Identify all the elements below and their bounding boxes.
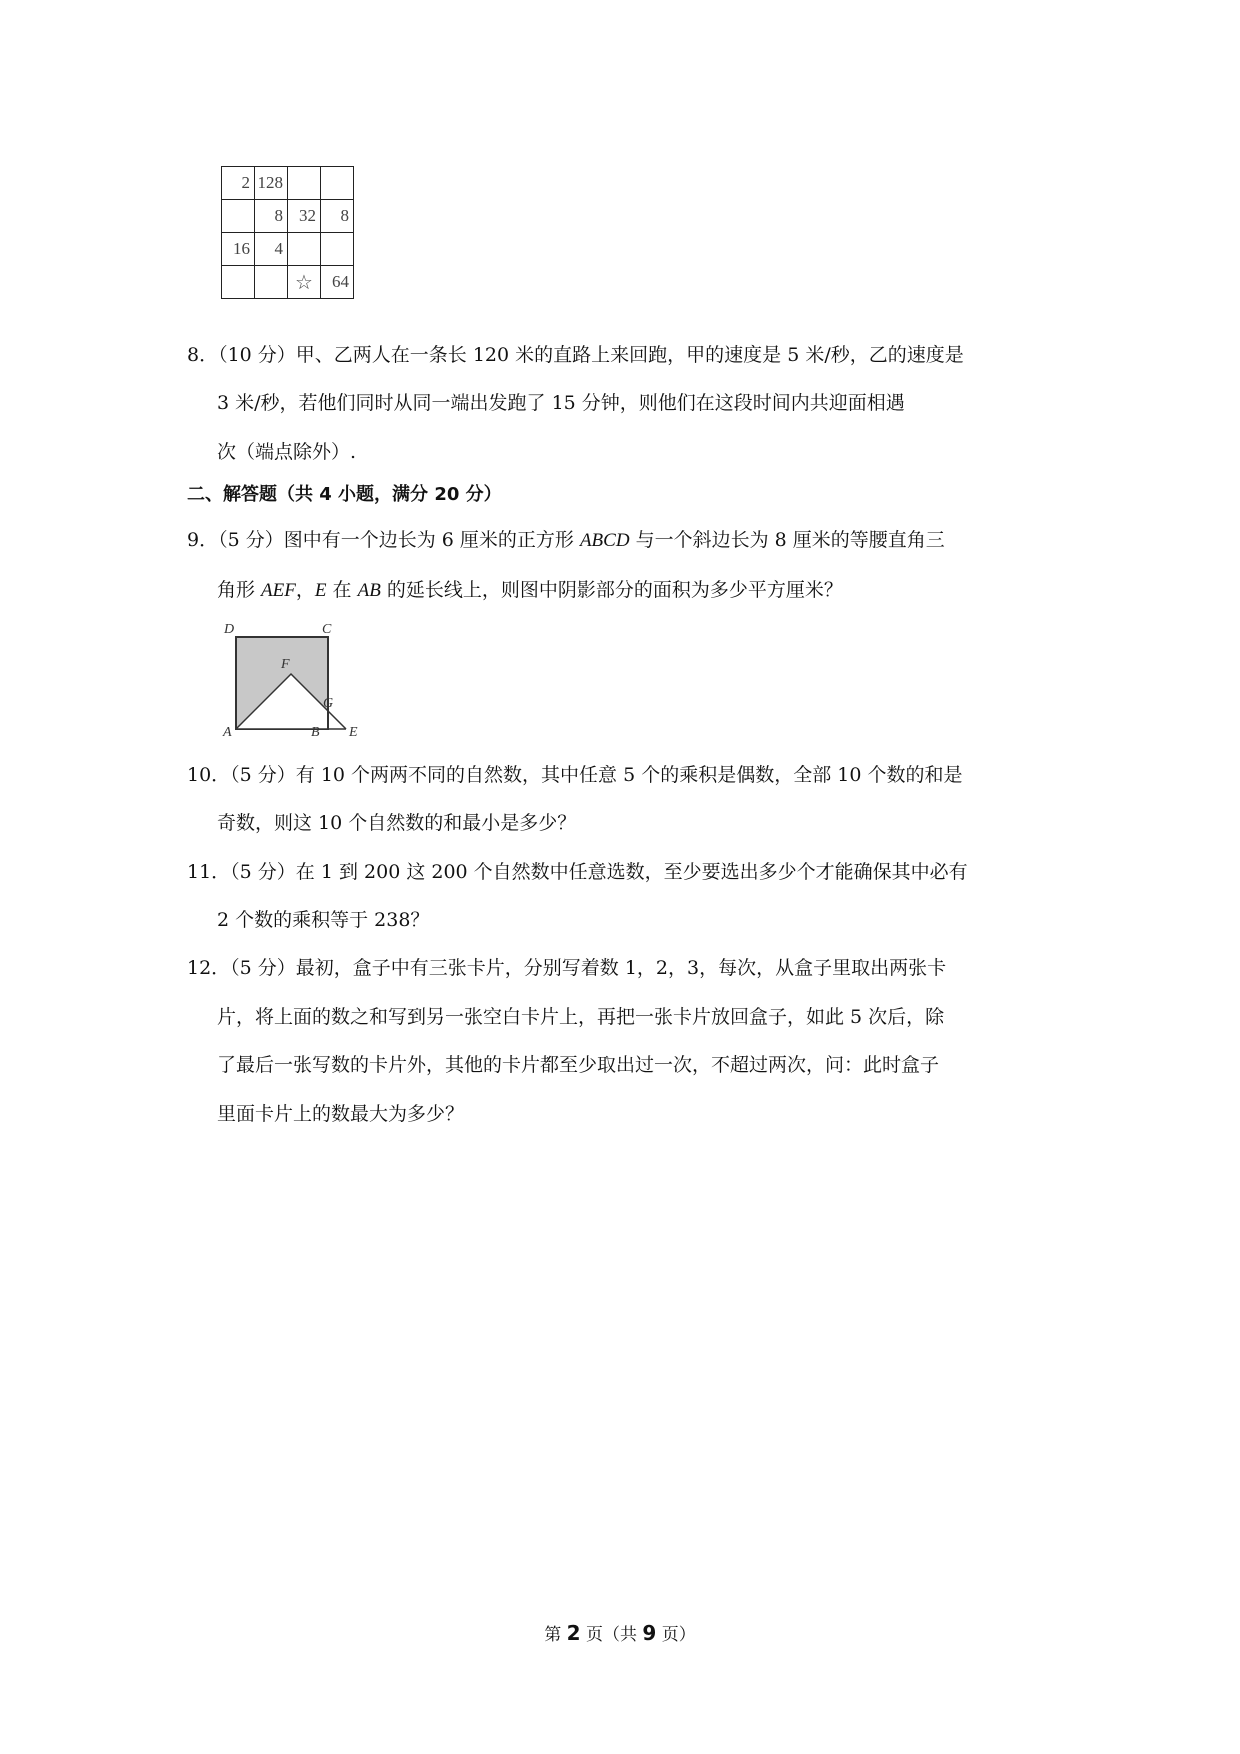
q8-line2: 3 米/秒，若他们同时从同一端出发跑了 15 分钟，则他们在这段时间内共迎面相遇 (217, 392, 905, 414)
star-cell: ☆ (288, 266, 321, 299)
q9-text: 9．（5 分）图中有一个边长为 6 厘米的正方形 (187, 529, 580, 551)
grid-cell (222, 266, 255, 299)
number-grid (221, 166, 354, 299)
grid-cell (288, 233, 321, 266)
grid-cell: 8 (321, 200, 354, 233)
label-e: E (349, 725, 358, 738)
q9-text: 的延长线上，则图中阴影部分的面积为多少平方厘米？ (380, 579, 843, 601)
q10-line2: 奇数，则这 10 个自然数的和最小是多少？ (217, 812, 577, 834)
q8-line3: 次（端点除外）. (217, 441, 357, 463)
grid-row (222, 266, 354, 299)
footer-total-pages: 9 (642, 1621, 657, 1645)
square-triangle-figure (215, 618, 375, 738)
q11-line1: 11．（5 分）在 1 到 200 这 200 个自然数中任意选数，至少要选出多少个才能确保其中必有 (187, 861, 968, 883)
q9-var-aef: AEF (261, 580, 296, 601)
grid-cell: 16 (222, 233, 255, 266)
label-d: D (224, 622, 235, 637)
grid-cell (222, 200, 255, 233)
grid-cell: 32 (288, 200, 321, 233)
grid-cell: 8 (255, 200, 288, 233)
q9-text: ， (295, 579, 315, 601)
q9-text: 在 (326, 579, 358, 601)
footer-prefix: 第 (544, 1625, 567, 1645)
q9-var-ab: AB (357, 580, 381, 601)
q8-line1: 8．（10 分）甲、乙两人在一条长 120 米的直路上来回跑，甲的速度是 5 米/秒，乙的速度是 (187, 344, 964, 366)
q9-line1 (187, 525, 945, 556)
grid-cell (321, 233, 354, 266)
q9-text: 角形 (217, 579, 262, 601)
label-f: F (281, 657, 290, 672)
q9-text: 与一个斜边长为 8 厘米的等腰直角三 (629, 529, 945, 551)
label-g: G (323, 696, 334, 711)
footer-suffix: 页） (656, 1625, 696, 1645)
q11-line2: 2 个数的乘积等于 238？ (217, 909, 430, 931)
grid-row (222, 167, 354, 200)
q9-line2 (217, 575, 843, 606)
grid-cell: 128 (255, 167, 288, 200)
grid-cell (321, 167, 354, 200)
label-b: B (311, 725, 320, 738)
section-heading: 二、解答题（共 4 小题，满分 20 分） (187, 484, 502, 505)
grid-cell: 4 (255, 233, 288, 266)
q12-line3: 了最后一张写数的卡片外，其他的卡片都至少取出过一次，不超过两次，问：此时盒子 (217, 1054, 940, 1076)
q12-line1: 12．（5 分）最初，盒子中有三张卡片，分别写着数 1，2，3，每次，从盒子里取出两张卡 (187, 957, 947, 979)
q12-line2: 片，将上面的数之和写到另一张空白卡片上，再把一张卡片放回盒子，如此 5 次后，除 (217, 1006, 945, 1028)
grid-cell: 2 (222, 167, 255, 200)
q9-var-e: E (314, 580, 327, 601)
grid-cell (288, 167, 321, 200)
q10-line1: 10．（5 分）有 10 个两两不同的自然数，其中任意 5 个的乘积是偶数，全部 10 个数的和是 (187, 764, 963, 786)
footer-page-number: 2 (566, 1621, 581, 1645)
grid-row (222, 200, 354, 233)
label-c: C (322, 622, 332, 637)
footer-middle: 页（共 (580, 1625, 643, 1645)
grid-row (222, 233, 354, 266)
grid-cell (255, 266, 288, 299)
q12-line4: 里面卡片上的数最大为多少？ (217, 1103, 465, 1125)
q9-var-abcd: ABCD (579, 530, 630, 551)
label-a: A (223, 725, 232, 738)
page-footer (0, 1620, 1240, 1645)
grid-cell: 64 (321, 266, 354, 299)
